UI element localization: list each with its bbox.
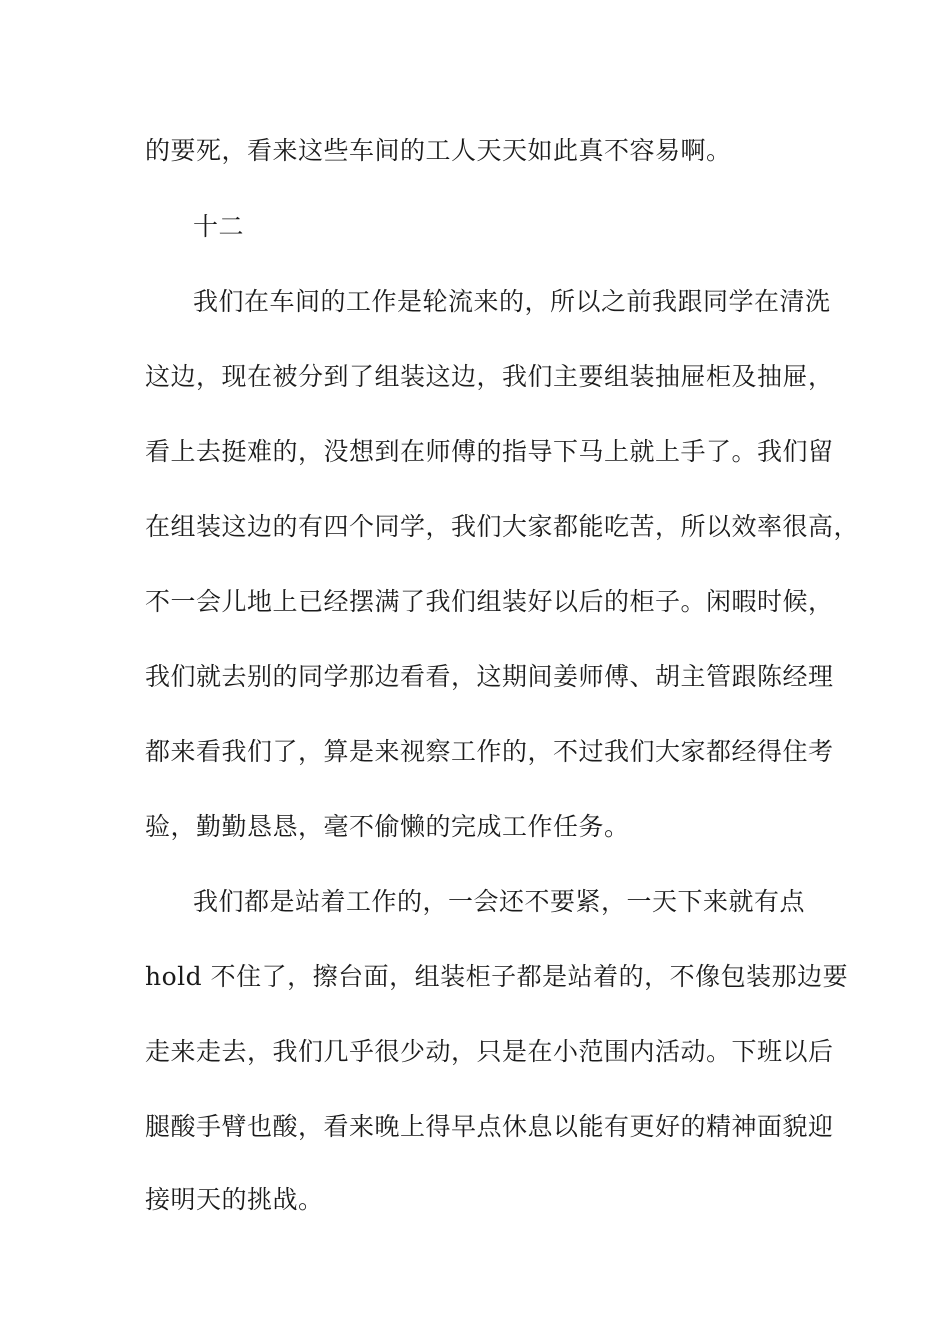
- text-line: 接明天的挑战。: [145, 1185, 324, 1214]
- text-line: 看上去挺难的，没想到在师傅的指导下马上就上手了。我们留: [145, 437, 834, 466]
- text-line: 我们都是站着工作的，一会还不要紧，一天下来就有点: [193, 887, 806, 916]
- text-line: hold 不住了，擦台面，组装柜子都是站着的，不像包装那边要: [145, 962, 849, 991]
- text-line: 我们就去别的同学那边看看，这期间姜师傅、胡主管跟陈经理: [145, 662, 834, 691]
- text-line: 这边，现在被分到了组装这边，我们主要组装抽屉柜及抽屉，: [145, 362, 834, 391]
- text-line: 都来看我们了，算是来视察工作的，不过我们大家都经得住考: [145, 737, 834, 766]
- text-line: 我们在车间的工作是轮流来的，所以之前我跟同学在清洗: [193, 287, 831, 316]
- text-line: 腿酸手臂也酸，看来晚上得早点休息以能有更好的精神面貌迎: [145, 1112, 834, 1141]
- text-line: 走来走去，我们几乎很少动，只是在小范围内活动。下班以后: [145, 1037, 834, 1066]
- text-line: 验，勤勤恳恳，毫不偷懒的完成工作任务。: [145, 812, 630, 841]
- text-line: 在组装这边的有四个同学，我们大家都能吃苦，所以效率很高，: [145, 512, 860, 541]
- section-heading: 十二: [193, 212, 245, 241]
- text-line: 不一会儿地上已经摆满了我们组装好以后的柜子。闲暇时候，: [145, 587, 834, 616]
- text-line: 的要死，看来这些车间的工人天天如此真不容易啊。: [145, 136, 732, 165]
